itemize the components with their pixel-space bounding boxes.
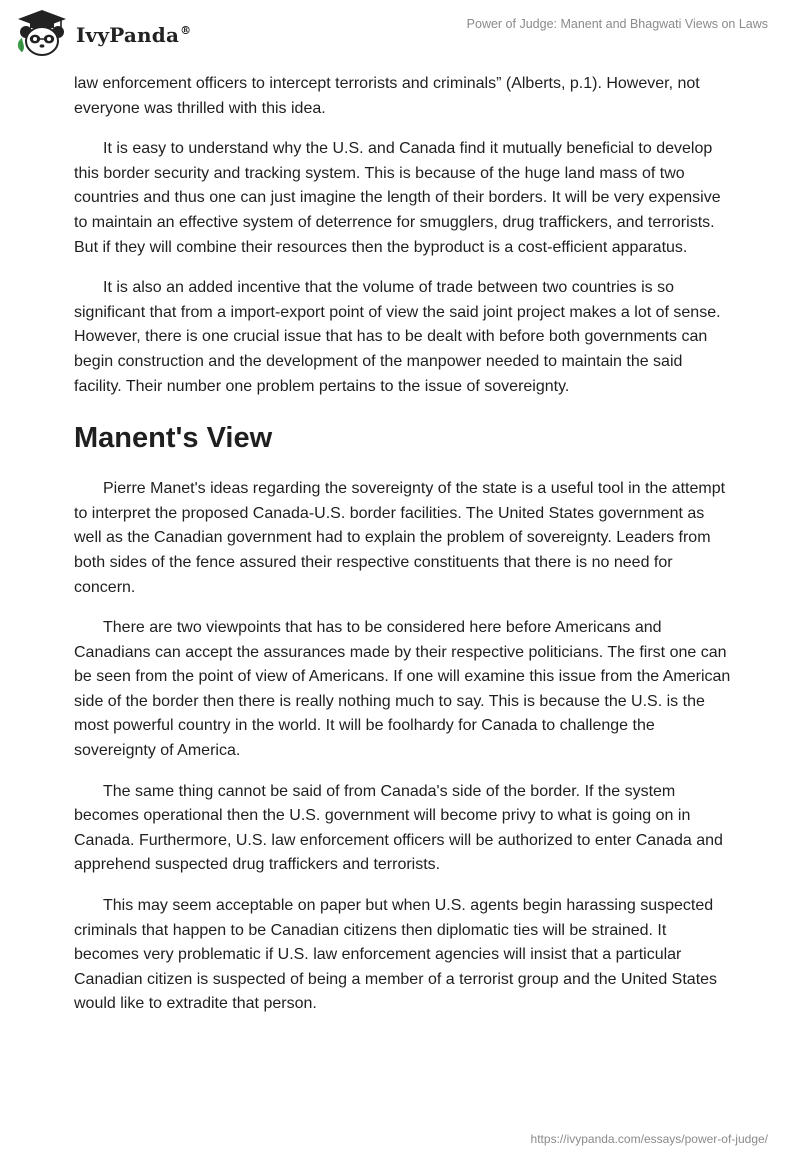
paragraph: This may seem acceptable on paper but when U.S. agents begin harassing suspected criminals that happen to be Canadian citizens then diplomatic ties will be strained. It becomes very problematic if U.S. law enforcement agencies will insist that a particular Canadian citizen is suspected of being a member of a terrorist group and the United States would like to extradite that person. [74, 897, 718, 1013]
paragraph: Pierre Manet's ideas regarding the sovereignty of the state is a useful tool in the attempt to interpret the proposed Canada-U.S. border facilities. The United States government as well as the Canadian government had to explain the problem of sovereignty. Leaders from both sides of the fence assured their respective constituents that there is no need for concern. [74, 480, 726, 596]
panda-graduate-icon [14, 8, 70, 60]
paragraph-continued: law enforcement officers to intercept terrorists and criminals” (Alberts, p.1). However, not everyone was thrilled with this idea. [74, 75, 700, 117]
brand-name: IvyPanda® [76, 23, 192, 47]
page-header [0, 0, 800, 72]
brand-logo[interactable] [14, 8, 204, 60]
paragraph: The same thing cannot be said of from Canada's side of the border. If the system becomes operational then the U.S. government will become privy to what is going on in Canada. Furthermore, U.S. law enforcement officers will be authorized to enter Canada and apprehend suspected drug traffickers and terrorists. [74, 782, 723, 874]
paragraph: There are two viewpoints that has to be considered here before Americans and Canadians can accept the assurances made by their respective politicians. The first one can be seen from the point of view of Americans. If one will examine this issue from the American side of the border then there is really nothing much to say. This is because the U.S. is the most powerful country in the world. It will be foolhardy for Canada to challenge the sovereignty of America. [74, 619, 731, 760]
paragraph: It is also an added incentive that the volume of trade between two countries is so significant that from a import-export point of view the said joint project makes a lot of sense. However, there is one crucial issue that has to be dealt with before both governments can begin construction and the development of the manpower needed to maintain the said facility. Their number one problem pertains to the issue of sovereignty. [74, 279, 721, 395]
registered-mark: ® [180, 24, 192, 38]
paragraph: It is easy to understand why the U.S. and Canada find it mutually beneficial to develop this border security and tracking system. This is because of the huge land mass of two countries and thus one can just imagine the length of their borders. It will be very expensive to maintain an effective system of deterrence for smugglers, drug traffickers, and terrorists. But if they will combine their resources then the byproduct is a cost-efficient apparatus. [74, 140, 721, 256]
source-url[interactable]: https://ivypanda.com/essays/power-of-judge/ [530, 1132, 768, 1146]
section-heading: Manent's View [74, 422, 273, 455]
document-title: Power of Judge: Manent and Bhagwati Views on Laws [466, 17, 768, 31]
article-body [74, 72, 734, 1033]
